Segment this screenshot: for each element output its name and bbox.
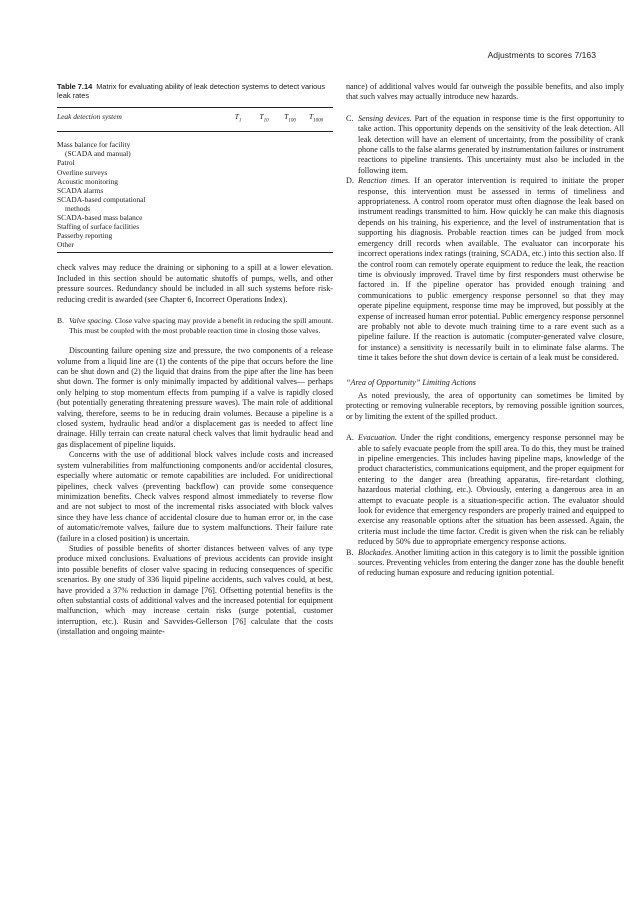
list-lead: Blockades. (358, 547, 394, 557)
list-item-sensing-devices (346, 114, 624, 176)
list-marker: D. (346, 176, 354, 186)
left-paragraph-3: Concerns with the use of additional block valves include costs and increased system vulnerabilities from malfunctioning components and/or accidental closures, especially where automatic or remote capabilities are included. For unidirectional pipelines, check valves (preventing backflow) can provide some consequence minimization benefits. Check valves respond almost immediately to reverse flow and are not subject to most of the incremental risks associated with block valves since they have less chance of accidental closure due to human error or, in the case of automatic/remote valves, failure due to system malfunctions. Their failure rate (failure in a closed position) is uncertain. (57, 450, 333, 543)
table-row: (SCADA and manual) (65, 149, 131, 159)
table-caption-text: Matrix for evaluating ability of leak detection systems to detect various leak rates (57, 82, 326, 101)
leak-detection-table (57, 107, 333, 253)
list-lead: Evacuation. (358, 433, 397, 443)
table-row: Mass balance for facility (57, 140, 131, 150)
table-row: methods (65, 203, 91, 213)
left-paragraph-2: Discounting failure opening size and pressure, the two components of a release volume from a liquid line are (1) the contents of the pipe that occurs before the line can be shut down and (2) the liquid that drains from the pipe after the line has been shut down. The former is only minimally impacted by additional valves— perhaps only helping to stop momentum effects from pumping if a valve is rapidly closed (but potentially generating threatening pressure waves). The main role of additional valving, therefore, seems to be in reducing drain volumes. Because a pipeline is a closed system, hydraulic head and/or a displacement gas is needed to affect line drainage. Hilly terrain can create natural check valves that limit hydraulic head and gas displacement of pipeline liquids. (57, 346, 333, 449)
table-header-t100: $T_{100}$ (284, 112, 296, 124)
left-column (57, 82, 333, 638)
table-row: SCADA-based computational (57, 194, 146, 204)
left-paragraph-4: Studies of possible benefits of shorter distances between valves of any type produce mixed conclusions. Evaluations of previous accidents can provide insight into possible benefits of closer valve spacing in reducing consequences of specific scenarios. By one study of 336 liquid pipeline accidents, such valves could, at best, have provided a 37% reduction in damage [76]. Offsetting potential benefits is the often substantial costs of additional valves and the increased potential for equipment malfunction, which may increase certain risks (surge potential, customer interruption, etc.). Rusin and Savvides-Gellerson [76] calculate that the costs (installation and ongoing mainte- (57, 543, 333, 637)
list-text: If an operator intervention is required to initiate the proper response, this intervention must be assessed in terms of timeliness and appropriateness. A control room operator must often diagnose the leak based on instrument readings transmitted to him. How quickly he can make this diagnosis depends on his training, his experience, and the level of instrumentation that is supporting his diagnosis. Probable reaction times can be judged from mock emergency drill records when available. The evaluator can incorporate his incorrect operations index ratings (training, SCADA, etc.) into this section also. If the control room can remotely operate equipment to reduce the leak, the reaction time is obviously improved. Travel time by first responders must otherwise be factored in. If the pipeline operator has provided enough training and communications to public emergency response personnel so that they may operate pipeline equipment, response time may be improved, but possibly at the expense of increased human error potential. Public emergency response personnel are probably not able to devote much training time to a rare event such as a pipeline failure. If the reaction is automatic (computer-generated valve closure, for instance) a sensitivity is necessarily built in to eliminate false alarms. The time it takes before the shut down device is certain of a leak must be considered. (358, 176, 624, 363)
list-lead: Valve spacing. (69, 316, 113, 326)
list-lead: Reaction times. (358, 176, 411, 186)
table-row: Patrol (57, 158, 75, 168)
left-paragraph-1: check valves may reduce the draining or siphoning to a spill at a lower elevation. Included in this section should be automatic shutoffs of pumps, wells, and other pressure sources. Redundancy should be included in all such systems before risk-reducing credit is awarded (see Chapter 6, Incorrect Operations Index). (57, 263, 333, 304)
list-marker: A. (346, 433, 354, 443)
table-row: SCADA alarms (57, 185, 104, 195)
right-paragraph-2: As noted previously, the area of opportunity can sometimes be limited by protecting or removing vulnerable receptors, by removing possible ignition sources, or by limiting the extent of the spilled product. (346, 390, 624, 421)
table-number: Table 7.14 (57, 82, 93, 91)
list-item-evacuation (346, 433, 624, 547)
table-header-t1000: $T_{1000}$ (308, 112, 324, 124)
table-header-label: Leak detection system (57, 112, 122, 122)
list-marker: C. (346, 113, 354, 123)
table-header-t1: $T_1$ (234, 112, 242, 124)
table-row: Acoustic monitoring (57, 176, 118, 186)
table-header-row (57, 112, 333, 132)
right-paragraph-1: nance) of additional valves would far outweigh the possible benefits, and also imply that such valves may actually introduce new hazards. (346, 82, 624, 102)
list-text: Another limiting action in this category is to limit the possible ignition sources. Preventing vehicles from entering the danger zone has the double benefit of reducing human exposure and reducing ignition potential. (358, 547, 625, 578)
list-lead: Sensing devices. (358, 113, 412, 123)
table-caption (57, 82, 333, 100)
list-marker: B. (57, 316, 64, 326)
section-heading: “Area of Opportunity” Limiting Actions (346, 377, 476, 387)
list-text: Close valve spacing may provide a benefit in reducing the spill amount. This must be coupled with the most probable reaction time in closing those valves. (69, 316, 333, 335)
table-header-t10: $T_{10}$ (259, 112, 269, 124)
table-row: SCADA-based mass balance (57, 213, 143, 223)
table-row: Overline surveys (57, 167, 108, 177)
table-rows (57, 140, 333, 249)
running-head: Adjustments to scores 7/163 (487, 50, 596, 60)
list-text: Part of the equation in response time is the first opportunity to take action. This opportunity depends on the sensitivity of the leak detection. All leak detection will have an element of uncertainty, from the possibility of crank phone calls to the false alarms generated by instrumentation failures or instrument reactions to pipeline transients. This uncertainty must also be included in the following item. (358, 113, 625, 175)
table-row: Other (57, 240, 74, 250)
list-item-blockades (346, 548, 624, 579)
list-marker: B. (346, 547, 354, 557)
left-body (57, 263, 333, 637)
table-row: Passerby reporting (57, 231, 113, 241)
list-text: Under the right conditions, emergency response personnel may be able to safely evacuate people from the spill area. To do this, they must be trained in pipeline emergencies. This includes having pipeline maps, knowledge of the product characteristics, communications equipment, and the proper equipment for entering to the danger area (breathing apparatus, fire-retardant clothing, hazardous material clothing, etc.). Obviously, entering a dangerous area in an attempt to evacuate people is a situation-specific action. The evaluator should look for evidence that emergency responders are properly trained and equipped to exercise any reasonable options after the situation has been assessed. Again, the criteria must include the time factor. Credit is given when the risk can be reliably reduced by 50% due to appropriate emergency response actions. (358, 433, 624, 547)
right-column (346, 82, 624, 579)
list-item-valve-spacing (57, 316, 333, 335)
list-item-reaction-times (346, 176, 624, 363)
table-row: Staffing of surface facilities (57, 222, 140, 232)
